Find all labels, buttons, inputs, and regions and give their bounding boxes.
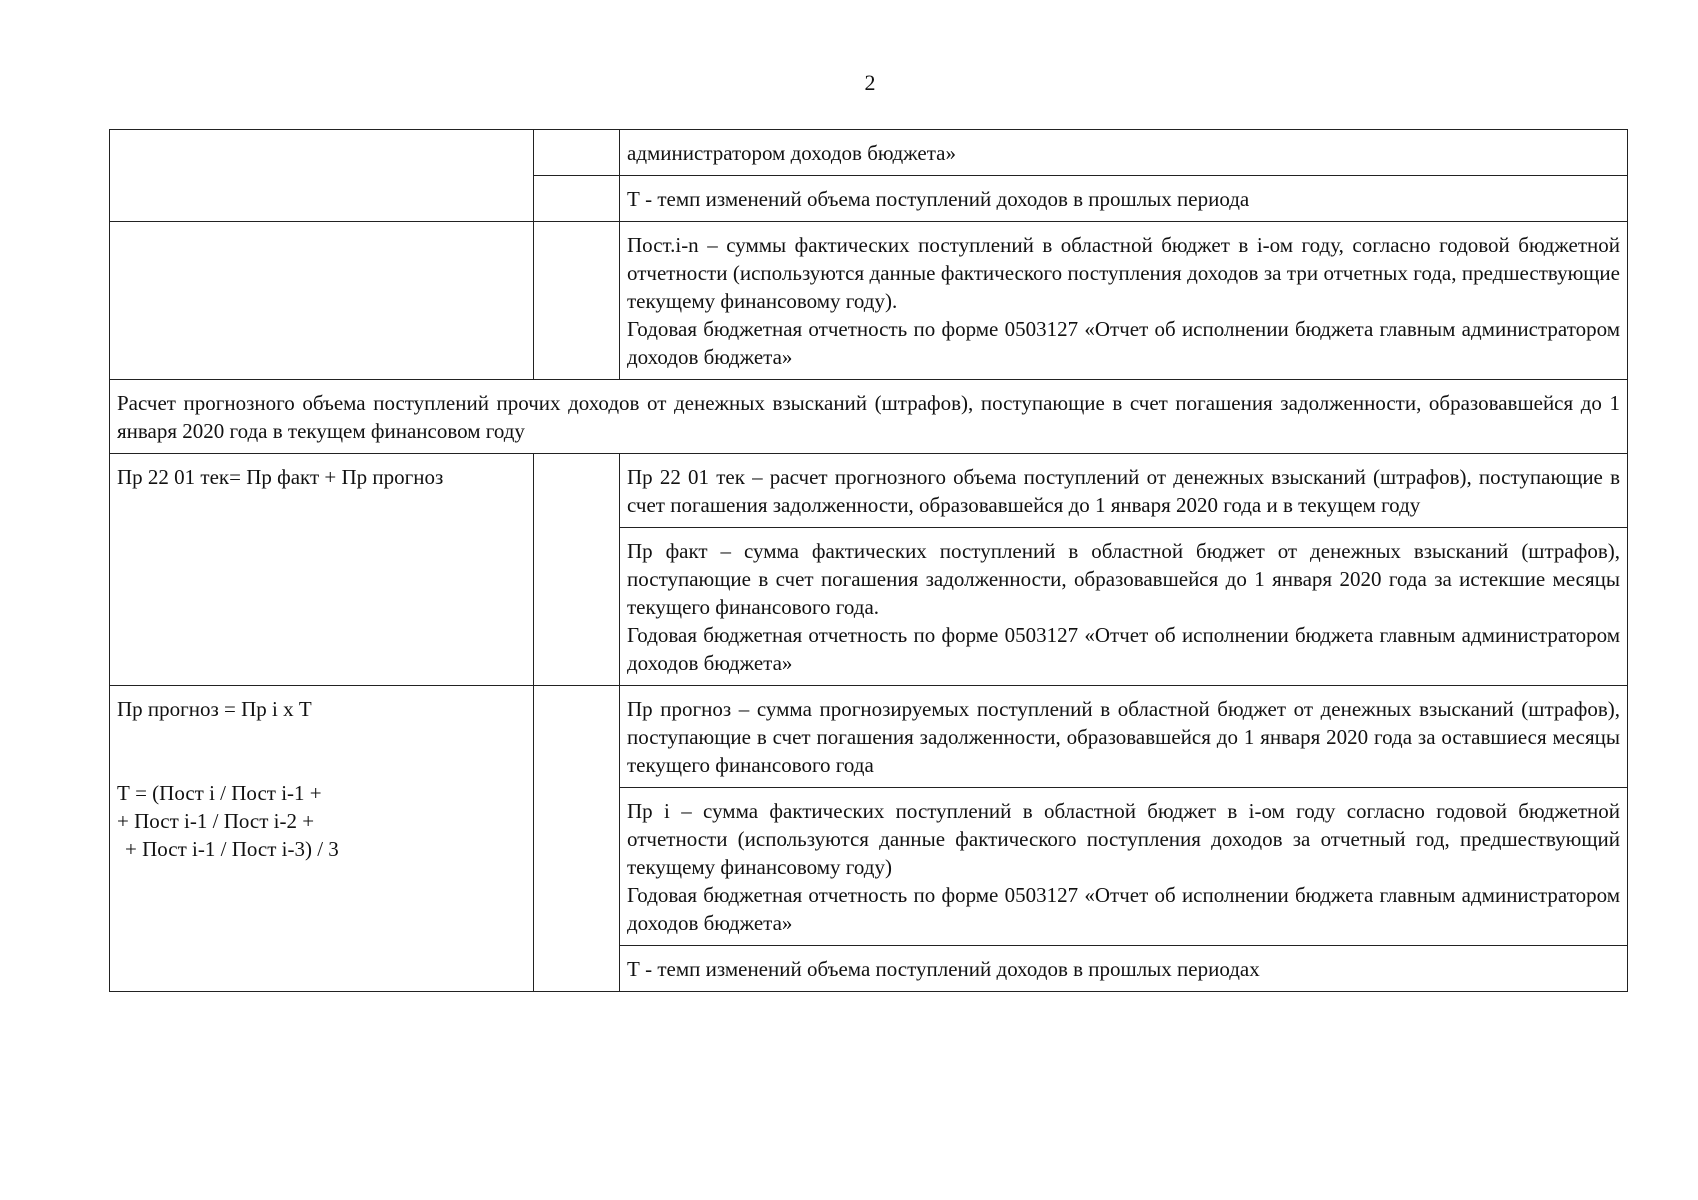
description-cell [620, 454, 1628, 528]
description-text: Т - темп изменений объема поступлений доходов в прошлых периодах [627, 957, 1260, 981]
description-text: Пост.i-n – суммы фактических поступлений в областной бюджет в i-ом году, согласно годовой бюджетной отчетности (используются данные фактического поступления доходов за три отчетных года, предшествующие текущему финансовому году). [627, 233, 1620, 313]
description-text: администратором доходов бюджета» [627, 141, 956, 165]
empty-cell [534, 176, 620, 222]
empty-cell [534, 222, 620, 380]
table-row [110, 222, 1628, 380]
formula-text: + Пост i-1 / Пост i-3) / 3 [125, 837, 339, 861]
formula-text: + Пост i-1 / Пост i-2 + [117, 809, 315, 833]
section-heading-cell [110, 380, 1628, 454]
table-row [110, 454, 1628, 528]
description-cell [620, 222, 1628, 380]
empty-cell [534, 686, 620, 992]
formula-text: Пр прогноз = Пр i x Т [117, 697, 312, 721]
description-text: Пр i – сумма фактических поступлений в областной бюджет в i-ом году согласно годовой бюджетной отчетности (используются данные фактического поступления доходов за отчетный год, предшествующий текущему финансовому году) [627, 799, 1620, 879]
page-number: 2 [864, 70, 876, 95]
description-text: Пр факт – сумма фактических поступлений в областной бюджет от денежных взысканий (штрафов), поступающие в счет погашения задолженности, образовавшейся до 1 января 2020 года за истекшие месяцы текущего финансового года. [627, 539, 1620, 619]
description-text: Годовая бюджетная отчетность по форме 0503127 «Отчет об исполнении бюджета главным администратором доходов бюджета» [627, 883, 1620, 935]
formula-cell [110, 454, 534, 686]
description-text: Годовая бюджетная отчетность по форме 0503127 «Отчет об исполнении бюджета главным администратором доходов бюджета» [627, 317, 1620, 369]
description-cell [620, 528, 1628, 686]
formula-cell [110, 130, 534, 222]
table-row [110, 380, 1628, 454]
table-row [110, 686, 1628, 788]
formula-text: Пр 22 01 тек= Пр факт + Пр прогноз [117, 465, 444, 489]
description-text: Пр 22 01 тек – расчет прогнозного объема поступлений от денежных взысканий (штрафов), поступающие в счет погашения задолженности, образовавшейся до 1 января 2020 года и в текущем году [627, 465, 1620, 517]
description-cell [620, 946, 1628, 992]
description-cell [620, 686, 1628, 788]
description-cell [620, 788, 1628, 946]
table-row [110, 130, 1628, 176]
empty-cell [534, 454, 620, 686]
description-text: Пр прогноз – сумма прогнозируемых поступлений в областной бюджет от денежных взысканий (штрафов), поступающие в счет погашения задолженности, образовавшейся до 1 января 2020 года за оставшиеся месяцы текущего финансового года [627, 697, 1620, 777]
description-text: Годовая бюджетная отчетность по форме 0503127 «Отчет об исполнении бюджета главным администратором доходов бюджета» [627, 623, 1620, 675]
description-text: Т - темп изменений объема поступлений доходов в прошлых периода [627, 187, 1250, 211]
description-cell [620, 130, 1628, 176]
formula-cell [110, 222, 534, 380]
description-cell [620, 176, 1628, 222]
section-heading: Расчет прогнозного объема поступлений прочих доходов от денежных взысканий (штрафов), поступающие в счет погашения задолженности, образовавшейся до 1 января 2020 года в текущем финансовом году [117, 391, 1620, 443]
formula-cell [110, 686, 534, 992]
empty-cell [534, 130, 620, 176]
methodology-table [109, 129, 1628, 992]
formula-text: Т = (Пост i / Пост i-1 + [117, 781, 322, 805]
